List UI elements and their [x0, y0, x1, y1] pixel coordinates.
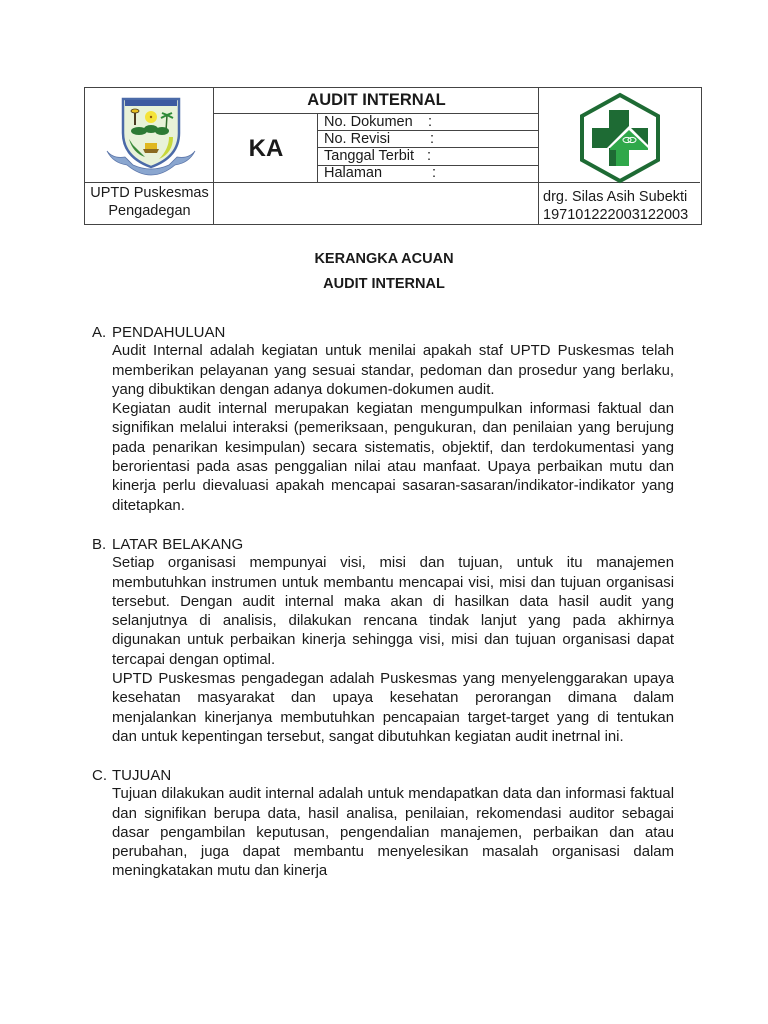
signer-name: drg. Silas Asih Subekti — [543, 189, 688, 205]
meta-row-no-dokumen — [324, 114, 433, 131]
section-heading — [92, 766, 674, 785]
section-number: C. — [92, 767, 107, 784]
meta-label: No. Dokumen — [324, 114, 413, 130]
meta-colon: : — [427, 148, 432, 164]
section-latar-belakang — [92, 535, 674, 747]
paragraph: Kegiatan audit internal merupakan kegiatan mengumpulkan informasi faktual dan signifikan melalui interaksi (pemeriksaan, pengukuran, dan penilaian yang berujung pada penarikan kesimpulan) secara sistematis, objektif, dan terdokumentasi yang berorientasi pada asas penggalian nilai atau manfaat. Upaya perbaikan mutu dan kinerja perlu dievaluasi apakah mencapai sasaran-sasaran/indikator-indikator yang ditetapkan. — [112, 401, 674, 514]
regency-coat-of-arms-icon — [103, 93, 199, 179]
paragraph: UPTD Puskesmas pengadegan adalah Puskesmas yang menyelenggarakan upaya kesehatan masyarakat dan upaya kesehatan perorangan dimana dalam menjalankan kinerjanya membutuhkan pencapaian target-target yang di tentukan dan untuk kepentingan tersebut, sangat dibutuhkan kegiatan audit inetrnal ini. — [112, 671, 674, 745]
document-type-code: KA — [248, 135, 284, 162]
section-title: PENDAHULUAN — [112, 324, 226, 341]
paragraph: Tujuan dilakukan audit internal adalah untuk mendapatkan data dan informasi faktual dan signifikan berupa data, hasil analisa, penilaian, rekomendasi auditor sebagai dasar pengambilan keputusan, pengendalian manajemen, perbaikan dan atau perubahan, juga dapat membantu menyelesikan masalah organisasi dalam meningkatakan mutu dan kinerja — [112, 786, 674, 880]
section-number: A. — [92, 324, 107, 341]
meta-colon: : — [432, 165, 437, 181]
paragraph: Audit Internal adalah kegiatan untuk menilai apakah staf UPTD Puskesmas telah memberikan pelayanan yang sesuai standar, pedoman dan prosedur yang berlaku, yang dibuktikan dengan adanya dokumen-dokumen audit. — [112, 343, 674, 398]
section-number: B. — [92, 536, 107, 553]
meta-label: Tanggal Terbit — [324, 148, 415, 164]
document-header-table — [84, 87, 702, 225]
org-line-1: UPTD Puskesmas — [90, 185, 209, 201]
document-title-line-1: KERANGKA ACUAN — [314, 251, 454, 267]
section-title: LATAR BELAKANG — [112, 536, 244, 553]
signer-id: 197101222003122003 — [543, 207, 689, 223]
meta-row-halaman — [324, 165, 437, 182]
org-line-2: Pengadegan — [108, 203, 191, 219]
section-pendahuluan — [92, 323, 674, 516]
meta-label: Halaman — [324, 165, 383, 181]
section-title: TUJUAN — [112, 767, 172, 784]
puskesmas-cross-house-icon — [577, 92, 663, 184]
section-heading — [92, 535, 674, 554]
meta-row-no-revisi — [324, 131, 435, 148]
document-title-line-2: AUDIT INTERNAL — [323, 276, 445, 292]
meta-colon: : — [428, 114, 433, 130]
signatory — [539, 188, 705, 224]
section-tujuan — [92, 766, 674, 882]
organization-name — [85, 184, 214, 220]
section-heading — [92, 323, 674, 342]
meta-label: No. Revisi — [324, 131, 391, 147]
meta-colon: : — [430, 131, 435, 147]
meta-row-tanggal-terbit — [324, 148, 432, 165]
header-title: AUDIT INTERNAL — [307, 91, 446, 109]
paragraph: Setiap organisasi mempunyai visi, misi dan tujuan, untuk itu manajemen membutuhkan instrumen untuk membantu mencapai visi, misi dan tujuan organisasi tersebut. Dengan audit internal maka akan di hasilkan data hasil audit yang selanjutnya di analisis, dilakukan rencana tindak lanjut yang pada akhirnya digunakan untuk perbaikan kinerja sehingga visi, misi dan tujuan organisasi dapat tercapai dengan optimal. — [112, 555, 674, 668]
